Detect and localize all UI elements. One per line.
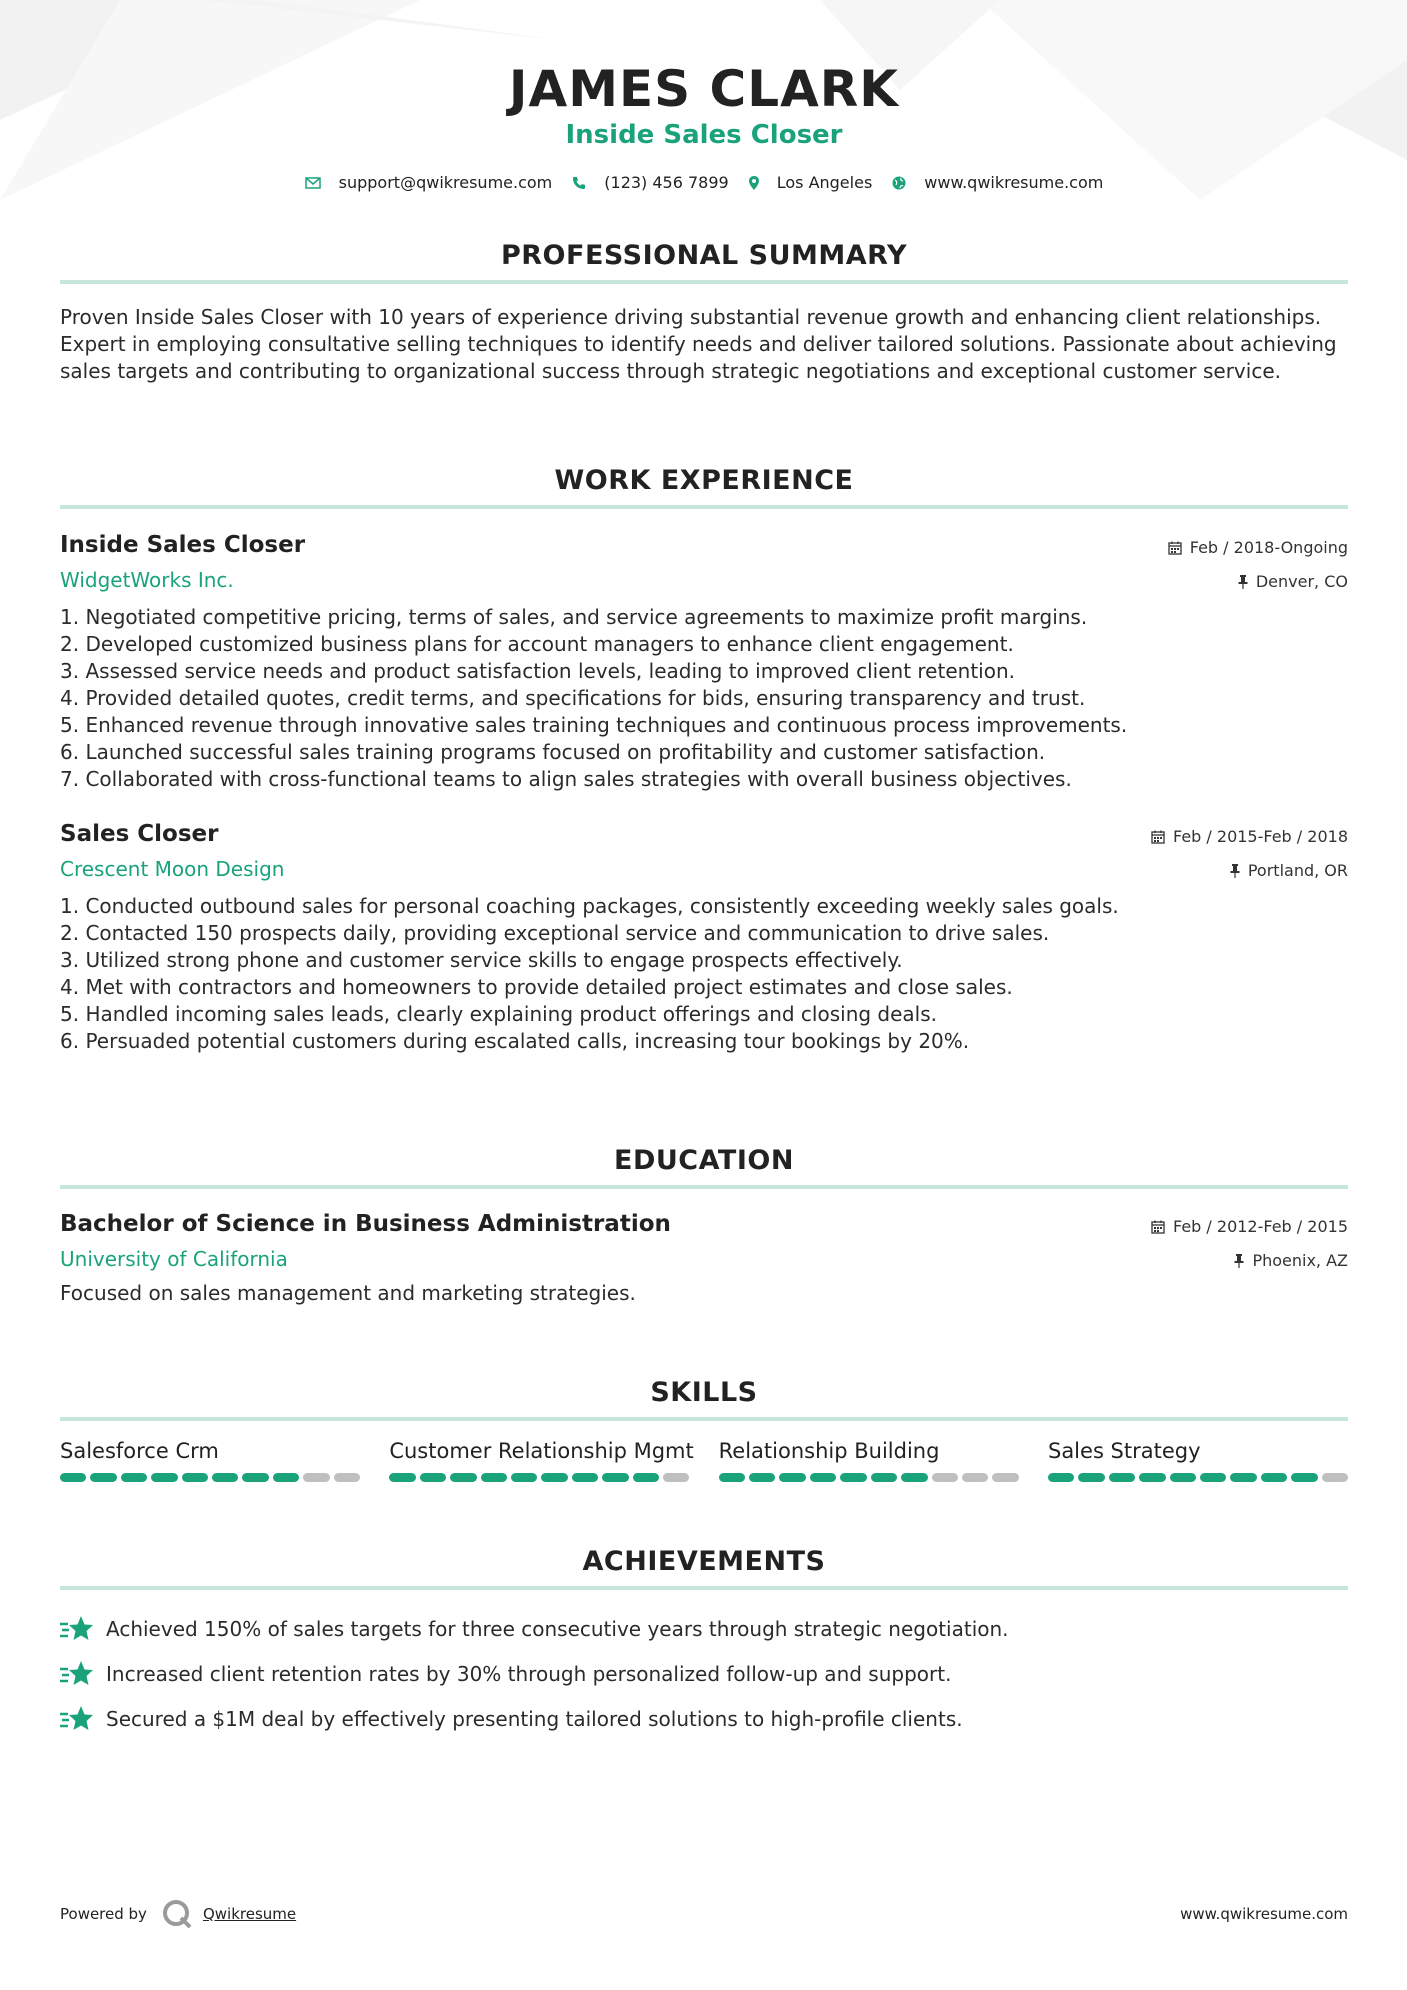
job-entry	[60, 532, 1348, 793]
skill-segment-filled	[633, 1473, 659, 1482]
skill-level-bar	[719, 1473, 1019, 1482]
job-bullet: 2. Contacted 150 prospects daily, providing exceptional service and communication to drive sales.	[60, 921, 1050, 945]
job-bullet: 5. Handled incoming sales leads, clearly explaining product offerings and closing deals.	[60, 1002, 938, 1026]
contact-bar	[60, 173, 1348, 192]
job-title: Inside Sales Closer	[60, 532, 306, 558]
skill-segment-filled	[779, 1473, 805, 1482]
skill-segment-filled	[719, 1473, 745, 1482]
job-bullet: 2. Developed customized business plans for account managers to enhance client engagement.	[60, 632, 1014, 656]
powered-by-label: Powered by	[60, 1905, 147, 1923]
pushpin-icon	[1234, 1254, 1244, 1268]
job-location-text: Portland, OR	[1247, 861, 1348, 880]
achievement-text: Achieved 150% of sales targets for three consecutive years through strategic negotiation.	[106, 1616, 1009, 1641]
job-bullet: 7. Collaborated with cross-functional teams to align sales strategies with overall business objectives.	[60, 767, 1072, 791]
powered-by	[60, 1898, 296, 1930]
education-heading: EDUCATION	[614, 1145, 794, 1176]
contact-phone-text: (123) 456 7899	[604, 173, 729, 192]
skill-segment-filled	[1170, 1473, 1196, 1482]
job-bullet: 3. Assessed service needs and product satisfaction levels, leading to improved client retention.	[60, 659, 1015, 683]
skill-segment-filled	[1078, 1473, 1104, 1482]
skill-segment-filled	[572, 1473, 598, 1482]
job-company: WidgetWorks Inc.	[60, 568, 234, 592]
phone-icon	[572, 176, 586, 190]
qwikresume-logo-icon	[161, 1898, 193, 1930]
skill-segment-filled	[212, 1473, 238, 1482]
skill-item	[719, 1439, 1019, 1482]
education-section	[60, 1141, 1348, 1305]
star-icon	[60, 1659, 94, 1689]
calendar-icon	[1151, 1220, 1165, 1234]
skill-level-bar	[389, 1473, 689, 1482]
achievements-section	[60, 1542, 1348, 1741]
job-bullets	[60, 604, 1348, 793]
envelope-icon	[305, 177, 321, 189]
calendar-icon	[1168, 541, 1182, 555]
job-bullets	[60, 893, 1348, 1055]
skill-segment-empty	[962, 1473, 988, 1482]
skill-segment-filled	[121, 1473, 147, 1482]
job-bullet: 1. Negotiated competitive pricing, terms of sales, and service agreements to maximize profit margins.	[60, 605, 1088, 629]
summary-heading: PROFESSIONAL SUMMARY	[500, 240, 908, 271]
job-location	[1238, 572, 1348, 591]
achievements-list	[60, 1606, 1348, 1741]
star-icon	[60, 1614, 94, 1644]
job-title: Sales Closer	[60, 821, 219, 847]
education-dates-text: Feb / 2012-Feb / 2015	[1173, 1217, 1348, 1236]
skill-segment-filled	[151, 1473, 177, 1482]
job-bullet: 4. Met with contractors and homeowners to provide detailed project estimates and close sales.	[60, 975, 1013, 999]
job-dates-text: Feb / 2018-Ongoing	[1189, 538, 1348, 557]
contact-email-text: support@qwikresume.com	[338, 173, 553, 192]
skill-segment-filled	[1139, 1473, 1165, 1482]
contact-website-text: www.qwikresume.com	[924, 173, 1104, 192]
skill-level-bar	[1048, 1473, 1348, 1482]
achievements-heading: ACHIEVEMENTS	[582, 1546, 826, 1577]
job-bullet: 1. Conducted outbound sales for personal coaching packages, consistently exceeding weekly sales goals.	[60, 894, 1119, 918]
education-entry	[60, 1211, 1348, 1305]
education-location-text: Phoenix, AZ	[1252, 1251, 1348, 1270]
skill-segment-empty	[303, 1473, 329, 1482]
achievement-text: Increased client retention rates by 30% through personalized follow-up and support.	[106, 1661, 952, 1686]
candidate-name: JAMES CLARK	[508, 60, 900, 118]
school: University of California	[60, 1247, 288, 1271]
skill-segment-filled	[182, 1473, 208, 1482]
candidate-title: Inside Sales Closer	[565, 120, 843, 150]
job-bullet: 3. Utilized strong phone and customer service skills to engage prospects effectively.	[60, 948, 903, 972]
experience-heading: WORK EXPERIENCE	[554, 465, 854, 496]
job-bullet: 5. Enhanced revenue through innovative sales training techniques and continuous process improvements.	[60, 713, 1128, 737]
job-location-text: Denver, CO	[1255, 572, 1348, 591]
job-dates	[1151, 827, 1348, 846]
skill-segment-filled	[1200, 1473, 1226, 1482]
achievement-item	[60, 1696, 1348, 1741]
skill-name: Relationship Building	[718, 1439, 940, 1463]
achievement-text: Secured a $1M deal by effectively presenting tailored solutions to high-profile clients.	[106, 1706, 963, 1731]
job-bullet: 4. Provided detailed quotes, credit terms, and specifications for bids, ensuring transparency and trust.	[60, 686, 1086, 710]
section-divider	[60, 1586, 1348, 1590]
skill-segment-filled	[901, 1473, 927, 1482]
skill-segment-empty	[1322, 1473, 1348, 1482]
job-location	[1230, 861, 1348, 880]
contact-email[interactable]	[305, 173, 553, 192]
skill-segment-filled	[90, 1473, 116, 1482]
job-bullet: 6. Persuaded potential customers during escalated calls, increasing tour bookings by 20%.	[60, 1029, 970, 1053]
skill-segment-filled	[1261, 1473, 1287, 1482]
skill-segment-filled	[60, 1473, 86, 1482]
skill-segment-filled	[389, 1473, 415, 1482]
education-description: Focused on sales management and marketing strategies.	[60, 1281, 636, 1305]
experience-section	[60, 461, 1348, 1055]
job-entry	[60, 821, 1348, 1055]
section-divider	[60, 1417, 1348, 1421]
job-bullet: 6. Launched successful sales training programs focused on profitability and customer satisfaction.	[60, 740, 1046, 764]
contact-phone[interactable]	[572, 173, 728, 192]
pushpin-icon	[1230, 864, 1240, 878]
degree: Bachelor of Science in Business Administration	[60, 1211, 671, 1237]
section-divider	[60, 280, 1348, 284]
skill-segment-filled	[840, 1473, 866, 1482]
skill-item	[60, 1439, 360, 1482]
skill-segment-filled	[810, 1473, 836, 1482]
map-pin-icon	[749, 176, 759, 190]
education-location	[1234, 1251, 1348, 1270]
skill-segment-filled	[273, 1473, 299, 1482]
skill-segment-filled	[1109, 1473, 1135, 1482]
job-dates-text: Feb / 2015-Feb / 2018	[1173, 827, 1348, 846]
skill-segment-filled	[871, 1473, 897, 1482]
skill-segment-empty	[663, 1473, 689, 1482]
job-company: Crescent Moon Design	[60, 857, 285, 881]
footer-website[interactable]: www.qwikresume.com	[1180, 1905, 1348, 1923]
skill-segment-filled	[602, 1473, 628, 1482]
skill-segment-filled	[749, 1473, 775, 1482]
skill-segment-filled	[541, 1473, 567, 1482]
skill-segment-filled	[450, 1473, 476, 1482]
skill-item	[1048, 1439, 1348, 1482]
contact-location-text: Los Angeles	[776, 173, 873, 192]
section-divider	[60, 505, 1348, 509]
education-dates	[1151, 1217, 1348, 1236]
skill-segment-filled	[481, 1473, 507, 1482]
skills-list	[60, 1439, 1348, 1482]
contact-location	[749, 173, 873, 192]
skill-segment-filled	[242, 1473, 268, 1482]
skill-level-bar	[60, 1473, 360, 1482]
section-divider	[60, 1185, 1348, 1189]
calendar-icon	[1151, 830, 1165, 844]
skills-heading: SKILLS	[650, 1377, 758, 1408]
skill-segment-empty	[992, 1473, 1018, 1482]
skill-name: Sales Strategy	[1047, 1439, 1201, 1463]
job-dates	[1168, 538, 1348, 557]
skill-segment-empty	[932, 1473, 958, 1482]
pushpin-icon	[1238, 575, 1248, 589]
star-icon	[60, 1704, 94, 1734]
qwikresume-link[interactable]: Qwikresume	[202, 1905, 297, 1923]
skill-name: Customer Relationship Mgmt	[389, 1439, 694, 1463]
globe-icon	[892, 176, 906, 190]
achievement-item	[60, 1651, 1348, 1696]
summary-text: Proven Inside Sales Closer with 10 years of experience driving substantial revenue growth and enhancing client relationships. Expert in employing consultative selling techniques to identify needs and deliver tailored solutions. Passionate about achieving sales targets and contributing to organizational success through strategic negotiations and exceptional customer service.	[60, 305, 1337, 383]
achievement-item	[60, 1606, 1348, 1651]
skill-segment-filled	[511, 1473, 537, 1482]
skill-segment-filled	[420, 1473, 446, 1482]
contact-website[interactable]	[892, 173, 1103, 192]
skill-name: Salesforce Crm	[60, 1439, 219, 1463]
summary-section	[60, 236, 1348, 385]
skill-segment-empty	[334, 1473, 360, 1482]
skill-segment-filled	[1230, 1473, 1256, 1482]
skill-segment-filled	[1291, 1473, 1317, 1482]
skill-item	[389, 1439, 694, 1482]
skill-segment-filled	[1048, 1473, 1074, 1482]
skills-section	[60, 1373, 1348, 1482]
footer	[60, 1898, 1348, 1930]
